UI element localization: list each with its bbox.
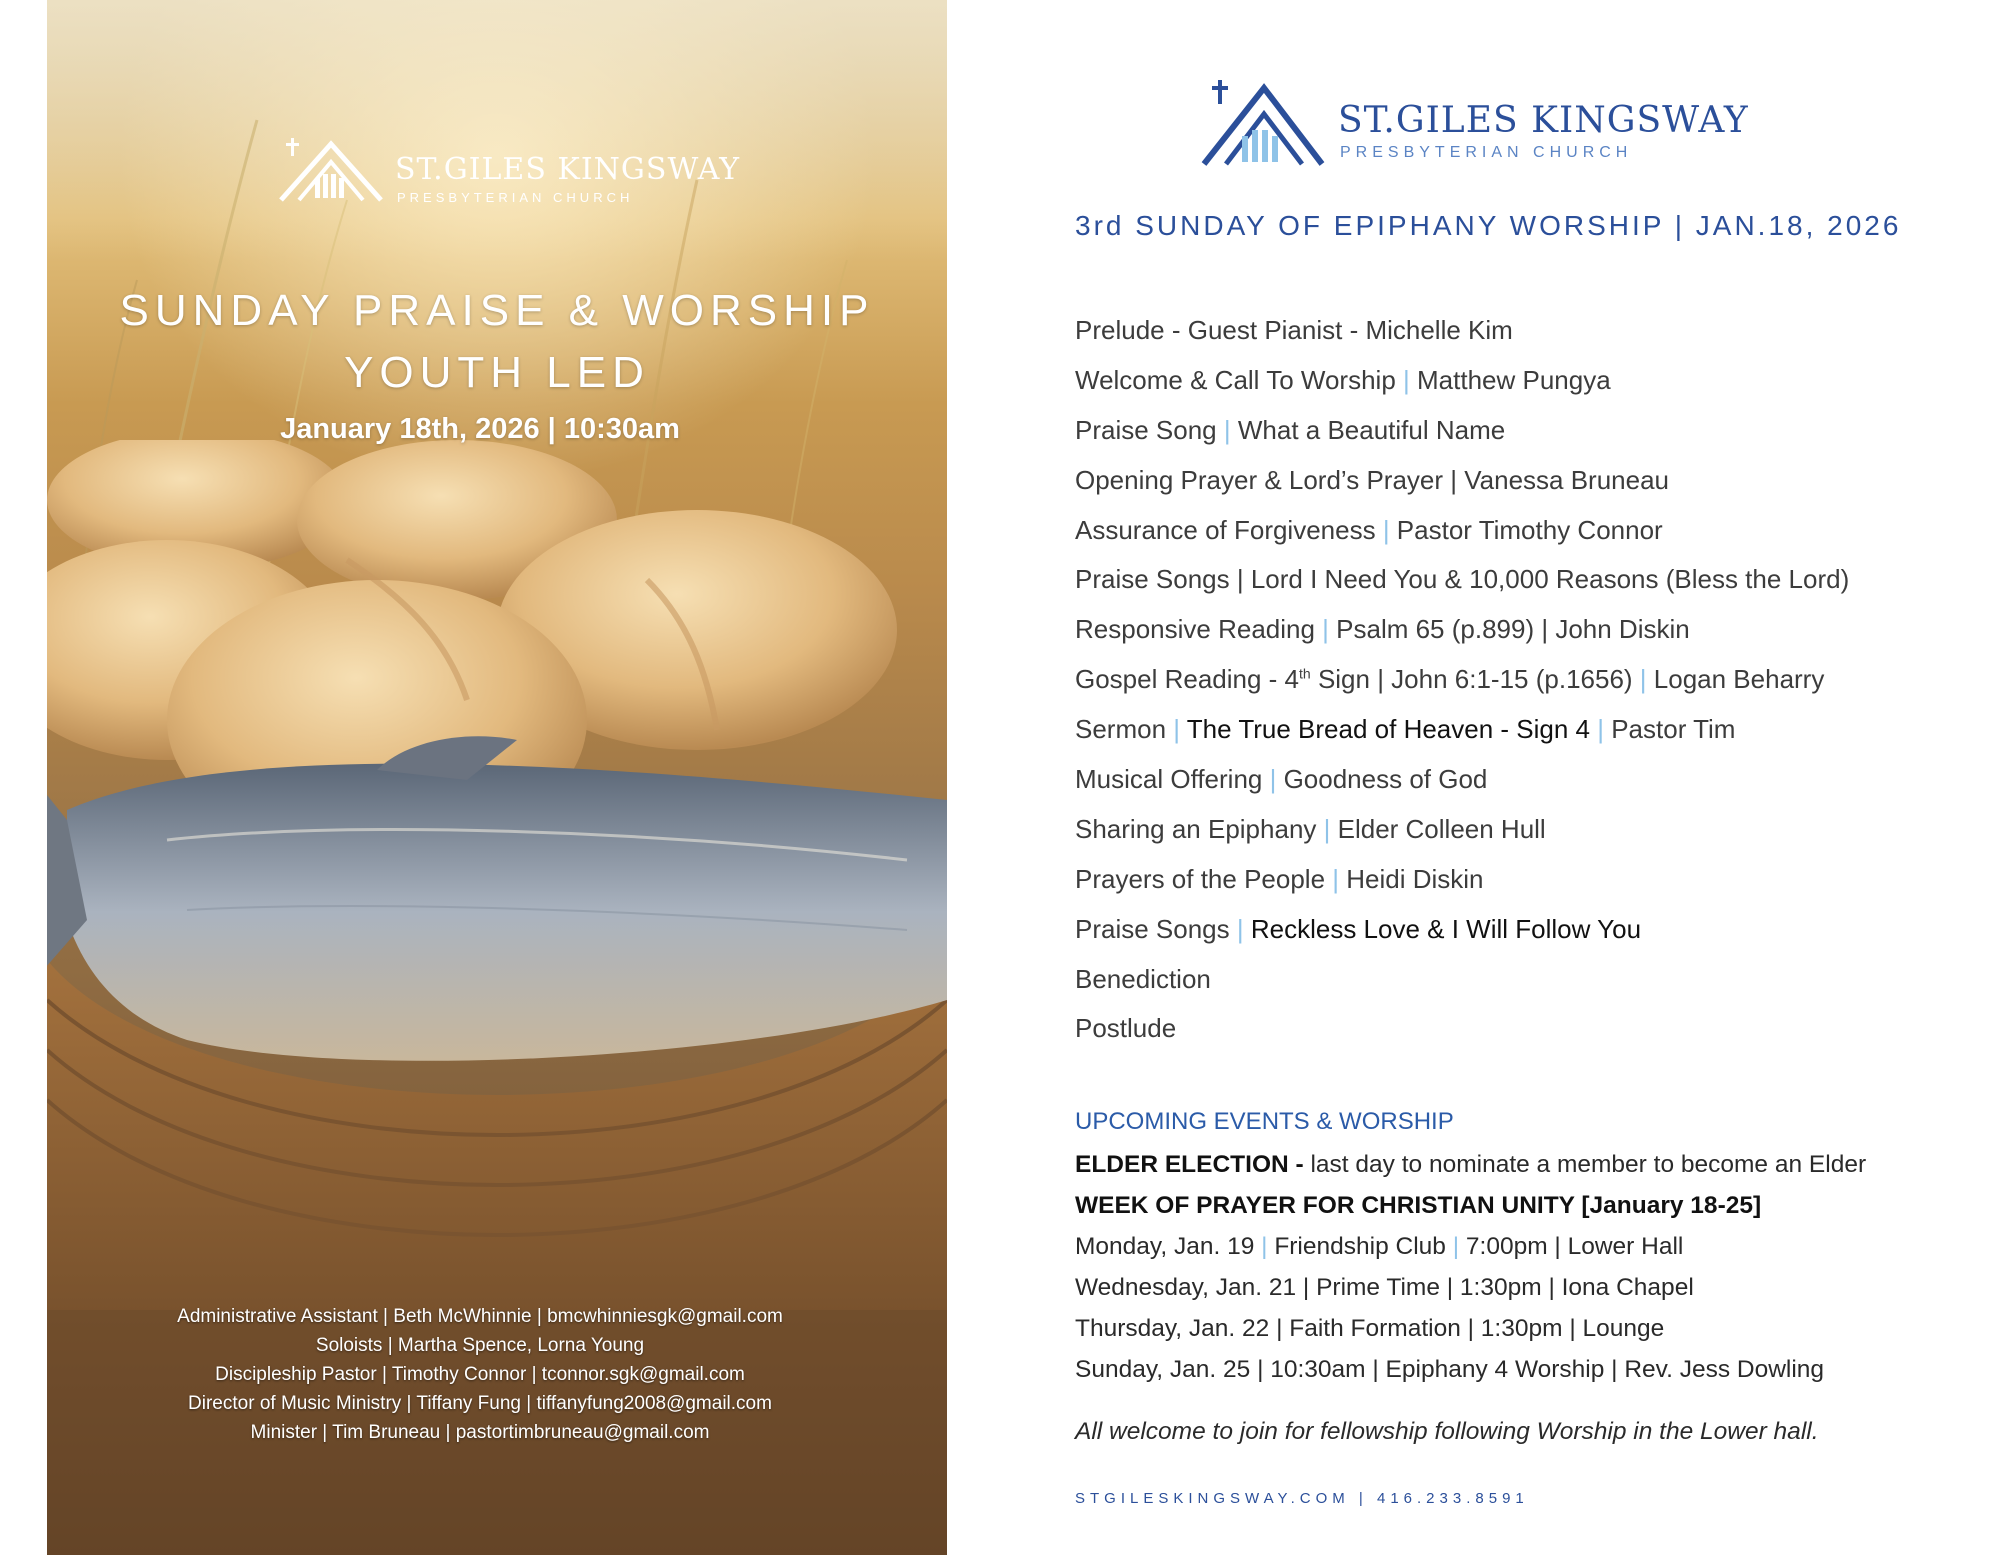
event-item: WEEK OF PRAYER FOR CHRISTIAN UNITY [January 18-25]	[1075, 1192, 1762, 1219]
service-item: Prayers of the People | Heidi Diskin	[1075, 863, 1484, 894]
service-title-line2: YOUTH LED	[344, 348, 650, 397]
service-title-line1: SUNDAY PRAISE & WORSHIP	[119, 286, 875, 335]
events-heading: UPCOMING EVENTS & WORSHIP	[1075, 1108, 1454, 1135]
logo-subtitle: PRESBYTERIAN CHURCH	[1340, 144, 1633, 161]
service-item: Prelude - Guest Pianist - Michelle Kim	[1075, 315, 1513, 345]
cover-photo-panel	[47, 0, 947, 1555]
service-item: Benediction	[1075, 963, 1211, 994]
service-item: Welcome & Call To Worship | Matthew Pungya	[1075, 364, 1611, 395]
service-item: Postlude	[1075, 1013, 1177, 1044]
bulletin-heading: 3rd SUNDAY OF EPIPHANY WORSHIP | JAN.18, 2026	[1075, 210, 1902, 241]
church-logo-white	[277, 138, 747, 208]
service-item: Sharing an Epiphany | Elder Colleen Hull	[1075, 813, 1546, 844]
church-logo	[1198, 80, 1758, 172]
service-title	[47, 280, 947, 404]
events-list	[1075, 1147, 1866, 1393]
church-logo-icon	[1198, 80, 1328, 170]
service-date-time: January 18th, 2026 | 10:30am	[280, 413, 680, 445]
contact-footer[interactable]: STGILESKINGSWAY.COM | 416.233.8591	[1075, 1490, 1529, 1507]
service-item: Responsive Reading | Psalm 65 (p.899) | John Diskin	[1075, 614, 1690, 645]
welcome-note: All welcome to join for fellowship following Worship in the Lower hall.	[1075, 1418, 1819, 1445]
event-item: Thursday, Jan. 22 | Faith Formation | 1:30pm | Lounge	[1075, 1315, 1665, 1342]
service-item: Praise Songs | Reckless Love & I Will Follow You	[1075, 913, 1642, 944]
staff-line: Minister | Tim Bruneau | pastortimbruneau@gmail.com	[250, 1422, 710, 1443]
event-item: Sunday, Jan. 25 | 10:30am | Epiphany 4 Worship | Rev. Jess Dowling	[1075, 1356, 1825, 1383]
service-item: Praise Song | What a Beautiful Name	[1075, 414, 1506, 445]
logo-name: ST.GILES KINGSWAY	[1338, 100, 1749, 141]
service-item: Sermon | The True Bread of Heaven - Sign 4 | Pastor Tim	[1075, 714, 1736, 745]
event-item: Monday, Jan. 19 | Friendship Club | 7:00pm | Lower Hall	[1075, 1233, 1684, 1260]
logo-name: ST.GILES KINGSWAY	[395, 152, 741, 187]
logo-subtitle: PRESBYTERIAN CHURCH	[397, 190, 634, 205]
service-item: Praise Songs | Lord I Need You & 10,000 Reasons (Bless the Lord)	[1075, 564, 1850, 595]
staff-line: Discipleship Pastor | Timothy Connor | tconnor.sgk@gmail.com	[215, 1364, 745, 1385]
event-item: Wednesday, Jan. 21 | Prime Time | 1:30pm | Iona Chapel	[1075, 1274, 1694, 1301]
event-item: ELDER ELECTION - last day to nominate a member to become an Elder	[1075, 1151, 1867, 1178]
order-of-service	[1075, 310, 1849, 1058]
service-item: Musical Offering | Goodness of God	[1075, 764, 1488, 795]
staff-contacts	[47, 1302, 913, 1447]
staff-line: Administrative Assistant | Beth McWhinnie | bmcwhinniesgk@gmail.com	[177, 1306, 783, 1327]
staff-line: Soloists | Martha Spence, Lorna Young	[315, 1335, 645, 1356]
staff-line: Director of Music Ministry | Tiffany Fung | tiffanyfung2008@gmail.com	[188, 1393, 772, 1414]
church-logo-icon	[277, 138, 385, 204]
service-item: Assurance of Forgiveness | Pastor Timothy Connor	[1075, 514, 1663, 545]
service-item: Gospel Reading - 4th Sign | John 6:1-15 (p.1656) | Logan Beharry	[1075, 664, 1825, 695]
service-item: Opening Prayer & Lord’s Prayer | Vanessa Bruneau	[1075, 464, 1670, 495]
